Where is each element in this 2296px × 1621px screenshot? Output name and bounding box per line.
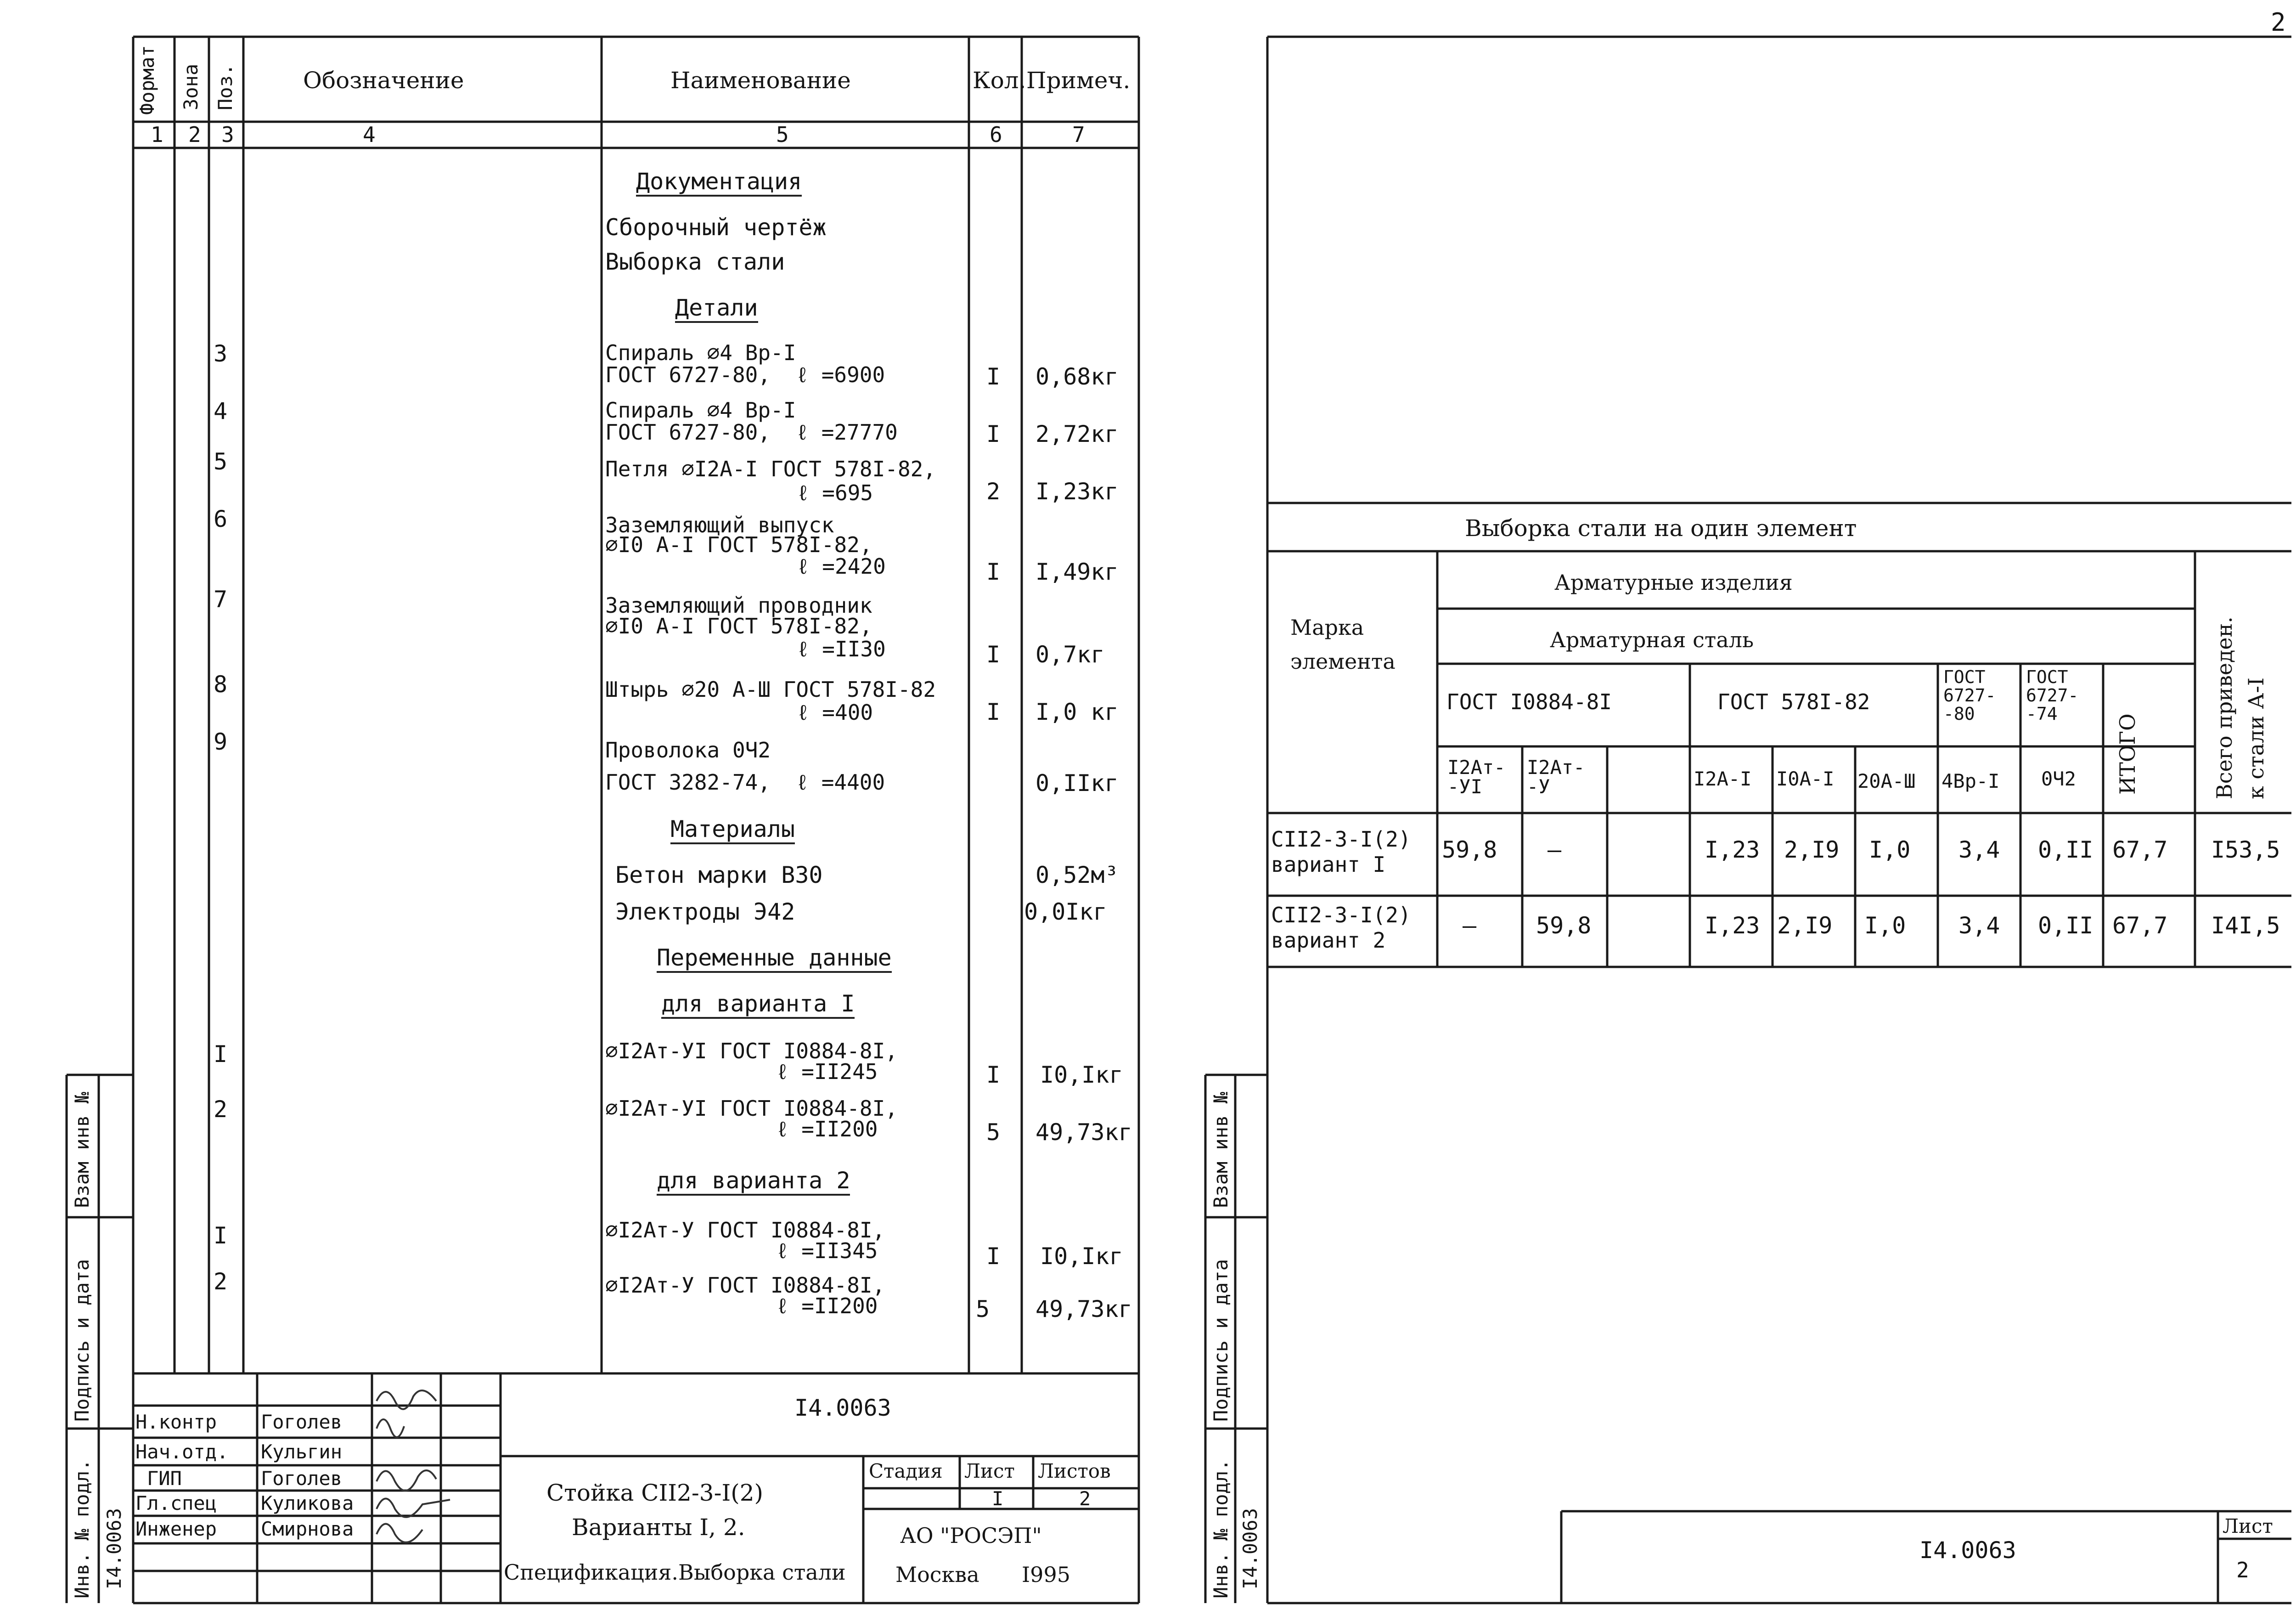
group-reinforcement-steel: Арматурная сталь xyxy=(1550,627,1754,652)
role-name: Смирнова xyxy=(261,1518,354,1540)
corner-sheet-number: 2 xyxy=(2271,8,2286,37)
cell-value: — xyxy=(1548,836,1562,863)
row-name-cont: ГОСТ 6727-80, ℓ =6900 xyxy=(605,362,885,387)
cell-value: 0,II xyxy=(2038,912,2093,939)
side-label-signature-date: Подпись и дата xyxy=(71,1259,93,1422)
side-label-replace-inv: Взам инв № xyxy=(1210,1092,1232,1208)
cell-reduced-total: I4I,5 xyxy=(2211,912,2280,939)
variant2-name-cont: ℓ =II345 xyxy=(776,1238,878,1263)
subcol-20a-3: 20А-Ш xyxy=(1857,770,1916,792)
cell-value: 3,4 xyxy=(1958,912,2000,939)
variant2-qty: I xyxy=(986,1243,1001,1270)
table-row-mark: СII2-3-I(2) вариант I xyxy=(1271,827,1411,877)
row-name-cont: ℓ =2420 xyxy=(797,554,886,579)
sheets-value: 2 xyxy=(1079,1487,1091,1510)
sheet-value: I xyxy=(992,1487,1004,1510)
row-name-cont: ГОСТ 3282-74, ℓ =4400 xyxy=(605,770,885,795)
gost-6727-74: ГОСТ 6727- -74 xyxy=(2026,667,2079,724)
cell-value: 0,II xyxy=(2038,836,2093,863)
row-pos: 7 xyxy=(214,586,228,613)
header-qty: Кол. xyxy=(973,67,1026,94)
material-concrete: Бетон марки В30 xyxy=(615,862,823,888)
row-name: Проволока 0Ч2 xyxy=(605,738,771,762)
side-label-doc-code: I4.0063 xyxy=(103,1508,125,1589)
variant1-name-cont: ℓ =II200 xyxy=(776,1117,878,1141)
material-electrodes-note: 0,0Iкг xyxy=(1024,898,1107,925)
row-name-cont: ℓ =400 xyxy=(797,700,873,725)
role-name: Кульгин xyxy=(261,1440,343,1463)
col-number-1: 1 xyxy=(151,122,163,147)
cell-value: I,0 xyxy=(1869,836,1911,863)
header-name: Наименование xyxy=(670,67,851,94)
org-year: I995 xyxy=(1022,1562,1070,1587)
side-label-replace-inv: Взам инв № xyxy=(71,1092,93,1208)
org-city: Москва xyxy=(895,1562,979,1587)
variant1-qty: 5 xyxy=(986,1119,1001,1146)
role-name: Гоголев xyxy=(261,1411,343,1433)
row-name-cont: ∅I0 A-I ГОСТ 578I-82, xyxy=(605,614,872,638)
table-row-mark: СII2-3-I(2) вариант 2 xyxy=(1271,903,1411,953)
col-number-7: 7 xyxy=(1072,122,1085,147)
row-name: Штырь ∅20 А-Ш ГОСТ 578I-82 xyxy=(605,677,936,702)
row-pos: 6 xyxy=(214,506,228,532)
row-pos: 9 xyxy=(214,729,228,755)
section-parts: Детали xyxy=(675,296,758,323)
row-name: Заземляющий выпуск xyxy=(605,513,834,537)
cell-reduced-total: I53,5 xyxy=(2211,836,2280,863)
cell-value: 59,8 xyxy=(1442,836,1497,863)
cell-value: 2,I9 xyxy=(1777,912,1833,939)
sheet-label: Лист xyxy=(964,1460,1015,1482)
row-name: Заземляющий проводник xyxy=(605,593,872,618)
role-name: Гоголев xyxy=(261,1467,343,1490)
cell-value: I,0 xyxy=(1864,912,1906,939)
variant2-note: I0,Iкг xyxy=(1040,1243,1123,1270)
variant1-pos: I xyxy=(214,1041,228,1067)
row-name: Спираль ∅4 Вр-I xyxy=(605,340,796,365)
variant2-qty: 5 xyxy=(976,1296,990,1322)
col-number-5: 5 xyxy=(776,122,789,147)
role-label: Нач.отд. xyxy=(135,1440,229,1463)
section-variable-data: Переменные данные xyxy=(657,946,892,973)
row-name: Петля ∅I2A-I ГОСТ 578I-82, xyxy=(605,457,936,481)
row-note: 0,68кг xyxy=(1035,363,1119,390)
gost-5781: ГОСТ 578I-82 xyxy=(1717,689,1870,714)
variant1-name-cont: ℓ =II245 xyxy=(776,1059,878,1084)
header-zone: Зона xyxy=(180,63,202,110)
row-qty: I xyxy=(986,641,1001,668)
header-pos: Поз. xyxy=(214,63,236,110)
material-electrodes: Электроды Э42 xyxy=(615,898,795,925)
variant2-pos: 2 xyxy=(214,1268,228,1295)
variant1-name: ∅I2Ат-УI ГОСТ I0884-8I, xyxy=(605,1096,898,1121)
steel-table-title: Выборка стали на один элемент xyxy=(1465,515,1857,542)
col-number-3: 3 xyxy=(221,122,234,147)
header-note: Примеч. xyxy=(1026,67,1131,94)
row-name-cont: ГОСТ 6727-80, ℓ =27770 xyxy=(605,420,898,445)
row-pos: 3 xyxy=(214,340,228,367)
row-note: I,0 кг xyxy=(1035,699,1119,725)
total-reduced-header: Всего приведен. к стали А-I xyxy=(2212,616,2268,799)
row-qty: 2 xyxy=(986,478,1001,505)
mark-header: Марка элемента xyxy=(1290,615,1396,674)
row-qty: I xyxy=(986,421,1001,447)
row-pos: 4 xyxy=(214,398,228,424)
variant2-name: ∅I2Ат-У ГОСТ I0884-8I, xyxy=(605,1218,885,1243)
subcol-12at-v1: I2Ат- -УI xyxy=(1447,756,1506,798)
col-number-4: 4 xyxy=(363,122,376,147)
variant2-name-cont: ℓ =II200 xyxy=(776,1293,878,1318)
doc-steel-selection: Выборка стали xyxy=(605,249,785,275)
row-name-cont: ℓ =695 xyxy=(797,480,873,505)
row-note: 0,IIкг xyxy=(1035,770,1119,796)
row-note: 2,72кг xyxy=(1035,421,1119,447)
role-label: ГИП xyxy=(147,1467,182,1490)
header-format: Формат xyxy=(136,45,158,115)
col-number-6: 6 xyxy=(990,122,1002,147)
header-designation: Обозначение xyxy=(303,67,464,94)
section-variant-2: для варианта 2 xyxy=(657,1169,850,1196)
row-name: Спираль ∅4 Вр-I xyxy=(605,398,796,423)
sheets-label: Листов xyxy=(1038,1460,1111,1482)
role-name: Куликова xyxy=(261,1492,354,1514)
row-pos: 5 xyxy=(214,448,228,475)
gost-6727-80: ГОСТ 6727- -80 xyxy=(1943,667,1996,724)
variant1-note: 49,73кг xyxy=(1035,1119,1132,1146)
subcol-4vr-1: 4Вр-I xyxy=(1941,770,2000,792)
side-label-doc-code: I4.0063 xyxy=(1239,1508,1261,1589)
row-note: I,23кг xyxy=(1035,478,1119,505)
row-note: I,49кг xyxy=(1035,559,1119,585)
row-qty: I xyxy=(986,699,1001,725)
cell-value: 2,I9 xyxy=(1784,836,1840,863)
org-name: АО "РОСЭП" xyxy=(900,1523,1042,1548)
role-label: Гл.спец xyxy=(135,1492,217,1514)
row-pos: 8 xyxy=(214,671,228,698)
variant1-pos: 2 xyxy=(214,1096,228,1123)
title-block-doc-code: I4.0063 xyxy=(794,1395,891,1421)
title-line-2: Варианты I, 2. xyxy=(572,1514,745,1541)
title-line-1: Стойка СII2-3-I(2) xyxy=(546,1480,764,1506)
variant1-name: ∅I2Ат-УI ГОСТ I0884-8I, xyxy=(605,1039,898,1063)
itogo-header: ИТОГО xyxy=(2115,713,2140,795)
subcol-10a-1: I0A-I xyxy=(1776,768,1835,790)
cell-value: 59,8 xyxy=(1536,912,1592,939)
variant2-pos: I xyxy=(214,1222,228,1249)
section-materials: Материалы xyxy=(670,818,795,844)
cell-total: 67,7 xyxy=(2112,836,2168,863)
row-name-cont: ∅I0 A-I ГОСТ 578I-82, xyxy=(605,532,872,557)
stamp-sheet-label: Лист xyxy=(2223,1515,2273,1537)
row-note: 0,7кг xyxy=(1035,641,1105,668)
row-qty: I xyxy=(986,559,1001,585)
stamp-doc-code: I4.0063 xyxy=(1919,1537,2016,1564)
side-label-signature-date: Подпись и дата xyxy=(1210,1259,1232,1422)
title-line-3: Спецификация.Выборка стали xyxy=(504,1560,846,1585)
stamp-sheet-value: 2 xyxy=(2236,1558,2249,1582)
variant2-name: ∅I2Ат-У ГОСТ I0884-8I, xyxy=(605,1273,885,1298)
cell-value: I,23 xyxy=(1705,912,1760,939)
section-documentation: Документация xyxy=(636,170,802,197)
role-label: Н.контр xyxy=(135,1411,217,1433)
cell-total: 67,7 xyxy=(2112,912,2168,939)
side-label-inv-orig: Инв. № подл. xyxy=(71,1459,93,1598)
subcol-12at-v: I2Ат- -У xyxy=(1527,756,1585,798)
material-concrete-note: 0,52м³ xyxy=(1035,862,1119,888)
doc-assembly-drawing: Сборочный чертёж xyxy=(605,214,827,241)
subcol-12a-1: I2A-I xyxy=(1694,768,1752,790)
subcol-0ch2: 0Ч2 xyxy=(2041,768,2076,790)
variant2-note: 49,73кг xyxy=(1035,1296,1132,1322)
section-variant-1: для варианта I xyxy=(661,992,855,1019)
group-reinforcement-products: Арматурные изделия xyxy=(1554,570,1793,595)
variant1-note: I0,Iкг xyxy=(1040,1062,1123,1088)
side-label-inv-orig: Инв. № подл. xyxy=(1210,1459,1232,1598)
cell-value: — xyxy=(1463,912,1477,939)
cell-value: I,23 xyxy=(1705,836,1760,863)
stage-label: Стадия xyxy=(869,1460,943,1482)
row-name-cont: ℓ =II30 xyxy=(797,637,886,661)
variant1-qty: I xyxy=(986,1062,1001,1088)
col-number-2: 2 xyxy=(188,122,201,147)
gost-10884: ГОСТ I0884-8I xyxy=(1446,689,1612,714)
cell-value: 3,4 xyxy=(1958,836,2000,863)
row-qty: I xyxy=(986,363,1001,390)
role-label: Инженер xyxy=(135,1518,217,1540)
